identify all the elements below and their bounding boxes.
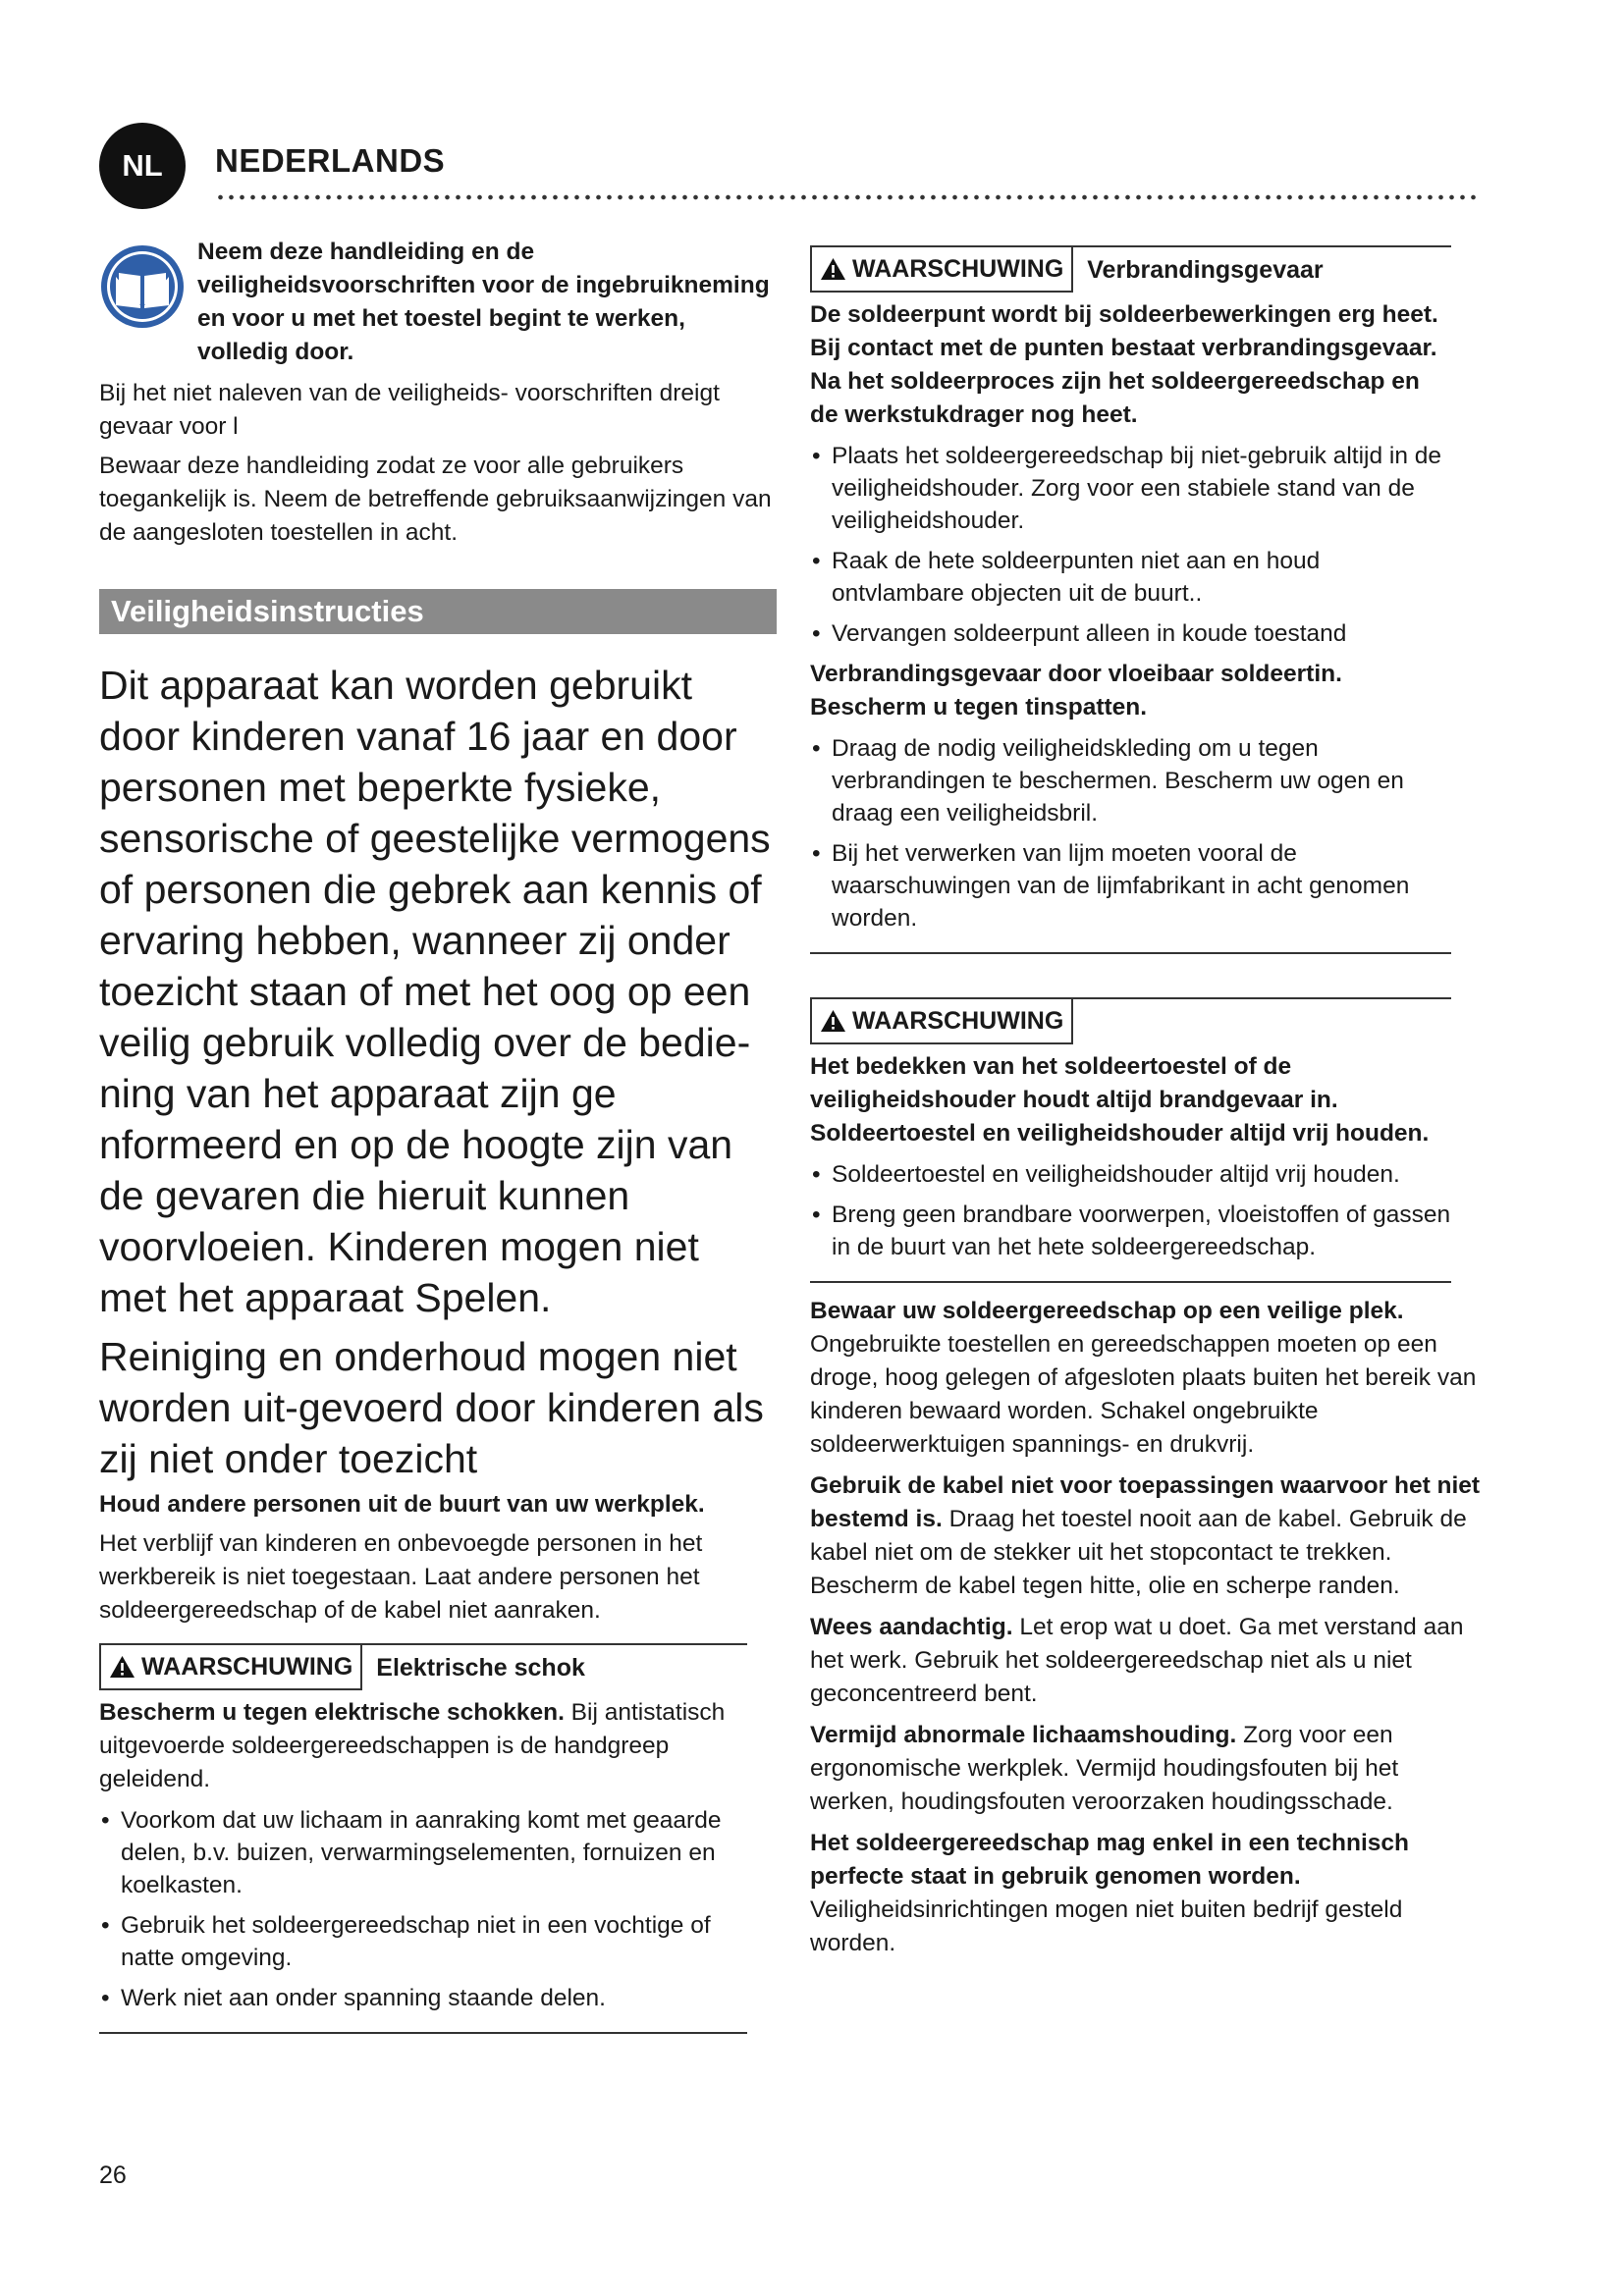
warning-type: Elektrische schok xyxy=(376,1653,585,1682)
list-item: • Vervangen soldeerpunt alleen in koude toestand xyxy=(812,620,1347,647)
burn-warning-bold: De soldeerpunt wordt bij soldeerbewerkingen erg heet. Bij contact met de punten bestaat verbrandingsgevaar. Na het soldeerproces zijn het soldeergereedschap en de werkstukdrager nog heet. xyxy=(810,301,1438,428)
list-item: • Breng geen brandbare voorwerpen, vloeistoffen of gassen in de buurt van het hete soldeergereedschap. xyxy=(812,1201,1451,1260)
list-item: • Draag de nodig veiligheidskleding om u tegen verbrandingen te beschermen. Bescherm uw ogen en draag een veiligheidsbril. xyxy=(812,735,1404,827)
warning-body-fire xyxy=(810,1050,1451,1283)
list-item: • Werk niet aan onder spanning staande delen. xyxy=(101,1985,606,2011)
page-number: 26 xyxy=(99,2162,127,2189)
warning-triangle-icon xyxy=(820,257,846,281)
warning-body-electric xyxy=(99,1696,747,2034)
warning-label: WAARSCHUWING xyxy=(852,254,1064,283)
posture-paragraph: Vermijd abnormale lichaamshouding. Zorg voor een ergonomische werkplek. Vermijd houdingsfouten bij het werken, houdingsfouten veroorzaken houdingsschade. xyxy=(810,1722,1399,1815)
warning-triangle-icon xyxy=(820,1009,846,1033)
list-item: • Voorkom dat uw lichaam in aanraking komt met geaarde delen, b.v. buizen, verwarmingselementen, fornuizen en koelkasten. xyxy=(101,1807,722,1898)
solder-splash-bold: Verbrandingsgevaar door vloeibaar soldeertin. Bescherm u tegen tinspatten. xyxy=(810,661,1342,721)
manual-book-icon xyxy=(99,243,186,330)
list-item: • Gebruik het soldeergereedschap niet in een vochtige of natte omgeving. xyxy=(101,1912,711,1971)
intro-bold-text: Neem deze handleiding en de veiligheidsvoorschriften voor de ingebruikneming en voor u met het toestel begint te werken, volledig door. xyxy=(197,239,770,365)
splash-bullet-list xyxy=(810,732,1451,934)
warning-badge xyxy=(99,1645,362,1690)
language-badge: NL xyxy=(99,123,186,209)
left-column xyxy=(99,236,777,2034)
warning-label: WAARSCHUWING xyxy=(141,1652,353,1681)
warning-type: Verbrandingsgevaar xyxy=(1087,255,1324,284)
intro-paragraph-1: Bij het niet naleven van de veiligheids- voorschriften dreigt gevaar voor l xyxy=(99,380,720,440)
cable-paragraph: Gebruik de kabel niet voor toepassingen waarvoor het niet bestemd is. Draag het toestel nooit aan de kabel. Gebruik de kabel niet om de stekker uit het stopcontact te trekken. Bescherm de kabel tegen hitte, olie en scherpe randen. xyxy=(810,1472,1481,1599)
keep-away-text: Het verblijf van kinderen en onbevoegde personen in het werkbereik is niet toegestaan. Laat andere personen het soldeergereedschap of de kabel niet aanraken. xyxy=(99,1530,703,1624)
electric-lead xyxy=(99,1696,747,1796)
dotted-divider xyxy=(215,194,1482,200)
list-item: • Soldeertoestel en veiligheidshouder altijd vrij houden. xyxy=(812,1161,1400,1188)
electric-lead-text: Bij antistatisch uitgevoerde soldeergereedschappen is de handgreep geleidend. xyxy=(99,1699,726,1792)
intro-block xyxy=(99,236,777,369)
warning-badge xyxy=(810,999,1073,1044)
electric-lead-bold: Bescherm u tegen elektrische schokken. xyxy=(99,1699,565,1726)
warning-header-fire xyxy=(810,997,1451,1044)
fire-bullet-list xyxy=(810,1158,1451,1263)
fire-warning-bold: Het bedekken van het soldeertoestel of de veiligheidshouder houdt altijd brandgevaar in. Soldeertoestel en veiligheidshouder altijd vrij houden. xyxy=(810,1053,1430,1147)
burn-bullet-list xyxy=(810,440,1451,650)
right-column xyxy=(810,236,1483,1960)
safe-place-paragraph: Bewaar uw soldeergereedschap op een veilige plek. Ongebruikte toestellen en gereedschappen moeten op een droge, hoog gelegen of afgesloten plaats buiten het bereik van kinderen bewaard worden. Schakel ongebruikte soldeerwerktuigen spannings- en drukvrij. xyxy=(810,1298,1477,1458)
warning-header-electric xyxy=(99,1643,747,1690)
intro-paragraph-2: Bewaar deze handleiding zodat ze voor alle gebruikers toegankelijk is. Neem de betreffende gebruiksaanwijzingen van de aangesloten toestellen in acht. xyxy=(99,453,772,546)
language-title: NEDERLANDS xyxy=(215,142,446,179)
list-item: • Raak de hete soldeerpunten niet aan en houd ontvlambare objecten uit de buurt.. xyxy=(812,548,1321,607)
warning-badge xyxy=(810,247,1073,293)
children-notice: Dit apparaat kan worden gebruikt door kinderen vanaf 16 jaar en door personen met beperkte fysieke, sensorische of geestelijke vermogens of personen die gebrek aan kennis of ervaring hebben, wanneer zij onder toezicht staan of met het oog op een veilig gebruik volledig over de bedie-ning van het apparaat zijn ge nformeerd en op de hoogte zijn van de gevaren die hieruit kunnen voorvloeien. Kinderen mogen niet met het apparaat Spelen. xyxy=(99,663,771,1320)
electric-bullet-list xyxy=(99,1804,747,2014)
cleaning-notice: Reiniging en onderhoud mogen niet worden uit-gevoerd door kinderen als zij niet onder toezicht xyxy=(99,1334,764,1481)
warning-body-burn xyxy=(810,298,1451,954)
warning-label: WAARSCHUWING xyxy=(852,1006,1064,1035)
warning-triangle-icon xyxy=(109,1655,135,1679)
attention-paragraph: Wees aandachtig. Let erop wat u doet. Ga met verstand aan het werk. Gebruik het soldeergereedschap niet als u niet geconcentreerd bent. xyxy=(810,1614,1464,1707)
list-item: • Plaats het soldeergereedschap bij niet-gebruik altijd in de veiligheidshouder. Zorg voor een stabiele stand van de veiligheidshouder. xyxy=(812,443,1442,534)
section-title-safety: Veiligheidsinstructies xyxy=(99,589,777,634)
list-item: • Bij het verwerken van lijm moeten vooral de waarschuwingen van de lijmfabrikant in acht genomen worden. xyxy=(812,840,1410,932)
keep-away-title: Houd andere personen uit de buurt van uw werkplek. xyxy=(99,1491,705,1518)
warning-header-burn xyxy=(810,245,1451,293)
perfect-state-paragraph: Het soldeergereedschap mag enkel in een technisch perfecte staat in gebruik genomen worden. Veiligheidsinrichtingen mogen niet buiten bedrijf gesteld worden. xyxy=(810,1830,1409,1956)
